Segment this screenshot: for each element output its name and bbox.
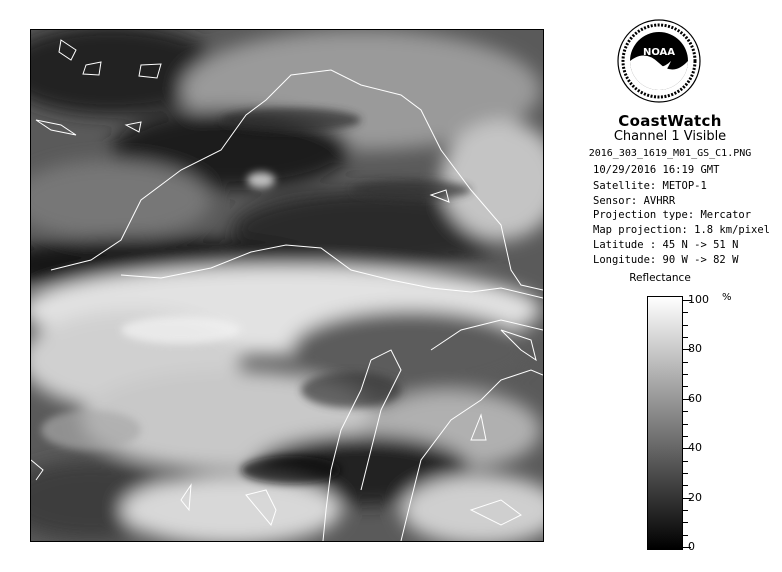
colorbar-tick: [683, 386, 688, 387]
colorbar-tick: [683, 436, 688, 437]
colorbar-tick: [683, 312, 688, 313]
date-time: 10/29/2016 16:19 GMT: [593, 164, 720, 176]
colorbar-tick: [683, 374, 688, 375]
colorbar-tick-label: 0: [688, 540, 695, 553]
satellite-image: [31, 30, 543, 541]
colorbar-tick: [683, 522, 688, 523]
colorbar-tick: [683, 485, 688, 486]
colorbar-tick: [683, 535, 688, 536]
colorbar-tick-label: 40: [688, 441, 702, 455]
channel-title: Channel 1 Visible: [613, 129, 727, 144]
sensor-label: Sensor: AVHRR: [593, 195, 676, 207]
map-projection-label: Map projection: 1.8 km/pixel: [593, 224, 771, 236]
brand-title: CoastWatch: [618, 112, 722, 130]
latitude-label: Latitude : 45 N -> 51 N: [593, 239, 739, 251]
reflectance-colorbar: [647, 296, 683, 550]
noaa-logo: [617, 19, 701, 103]
longitude-label: Longitude: 90 W -> 82 W: [593, 254, 739, 266]
colorbar-tick: [683, 325, 688, 326]
satellite-label: Satellite: METOP-1: [593, 180, 707, 192]
colorbar-tick: [683, 510, 688, 511]
colorbar-tick: [683, 337, 688, 338]
file-name: 2016_303_1619_M01_GS_C1.PNG: [588, 148, 752, 159]
colorbar-tick-label: 80: [688, 342, 702, 356]
projection-type-label: Projection type: Mercator: [593, 209, 752, 221]
satellite-image-panel: [30, 29, 544, 542]
colorbar-tick: [683, 411, 688, 412]
colorbar-tick: [683, 424, 688, 425]
logo-center-text: NOAA: [642, 47, 676, 58]
colorbar-tick-label: 20: [688, 490, 702, 504]
colorbar-tick: [683, 473, 688, 474]
colorbar-tick: [683, 461, 688, 462]
colorbar-title: Reflectance: [629, 272, 691, 284]
colorbar-tick: [683, 362, 688, 363]
colorbar-unit: %: [722, 292, 732, 303]
colorbar-tick-label: 100: [688, 293, 709, 306]
colorbar-tick-label: 60: [688, 391, 702, 405]
